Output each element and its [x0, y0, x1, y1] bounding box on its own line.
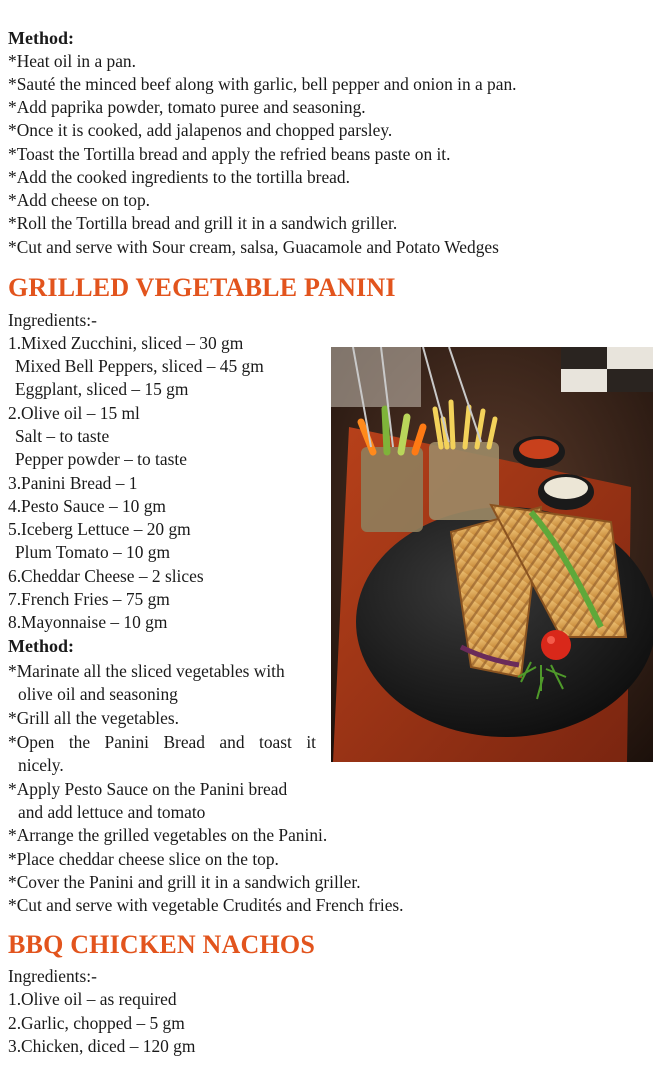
method-step: and add lettuce and tomato	[18, 802, 206, 822]
ingredient-item: Pepper powder – to taste	[15, 449, 187, 469]
ingredient-item: Mixed Bell Peppers, sliced – 45 gm	[15, 356, 264, 376]
method-step: nicely.	[18, 755, 64, 775]
method-step: *Place cheddar cheese slice on the top.	[8, 849, 279, 869]
ingredients-label: Ingredients:-	[8, 966, 97, 986]
ingredient-item: Plum Tomato – 10 gm	[15, 542, 170, 562]
panini-title: GRILLED VEGETABLE PANINI	[8, 273, 396, 302]
method-step: *Add cheese on top.	[8, 190, 150, 210]
ingredient-item: 6.Cheddar Cheese – 2 slices	[8, 566, 204, 586]
ingredients-label: Ingredients:-	[8, 310, 97, 330]
method-step: *Once it is cooked, add jalapenos and chopped parsley.	[8, 120, 393, 140]
method-heading: Method:	[8, 28, 74, 48]
method-step: *Cut and serve with Sour cream, salsa, Guacamole and Potato Wedges	[8, 237, 499, 257]
method-step: *Cover the Panini and grill it in a sandwich griller.	[8, 872, 361, 892]
method-step: *Toast the Tortilla bread and apply the refried beans paste on it.	[8, 144, 451, 164]
method-step: *Cut and serve with vegetable Crudités and French fries.	[8, 895, 404, 915]
method-step: *Open the Panini Bread and toast it	[8, 732, 316, 752]
ingredient-item: 3.Chicken, diced – 120 gm	[8, 1036, 196, 1056]
ingredient-item: 8.Mayonnaise – 10 gm	[8, 612, 168, 632]
method-step: *Grill all the vegetables.	[8, 708, 179, 728]
ingredient-item: 3.Panini Bread – 1	[8, 473, 138, 493]
method-step: *Add paprika powder, tomato puree and seasoning.	[8, 97, 366, 117]
ingredient-item: 2.Garlic, chopped – 5 gm	[8, 1013, 185, 1033]
method-heading: Method:	[8, 636, 74, 656]
ingredient-item: Salt – to taste	[15, 426, 110, 446]
ingredient-item: 7.French Fries – 75 gm	[8, 589, 170, 609]
ingredient-item: 5.Iceberg Lettuce – 20 gm	[8, 519, 191, 539]
method-step: *Marinate all the sliced vegetables with	[8, 661, 285, 681]
method-step: *Roll the Tortilla bread and grill it in a sandwich griller.	[8, 213, 398, 233]
panini-photo	[331, 347, 653, 762]
method-step: olive oil and seasoning	[18, 684, 178, 704]
method-step: *Heat oil in a pan.	[8, 51, 136, 71]
ingredient-item: 2.Olive oil – 15 ml	[8, 403, 140, 423]
method-step: *Arrange the grilled vegetables on the Panini.	[8, 825, 328, 845]
ingredient-item: Eggplant, sliced – 15 gm	[15, 379, 189, 399]
ingredient-item: 1.Olive oil – as required	[8, 989, 177, 1009]
ingredient-item: 1.Mixed Zucchini, sliced – 30 gm	[8, 333, 244, 353]
method-step: *Apply Pesto Sauce on the Panini bread	[8, 779, 288, 799]
method-step: *Sauté the minced beef along with garlic, bell pepper and onion in a pan.	[8, 74, 517, 94]
ingredient-item: 4.Pesto Sauce – 10 gm	[8, 496, 166, 516]
method-step: *Add the cooked ingredients to the tortilla bread.	[8, 167, 350, 187]
nachos-title: BBQ CHICKEN NACHOS	[8, 930, 315, 959]
